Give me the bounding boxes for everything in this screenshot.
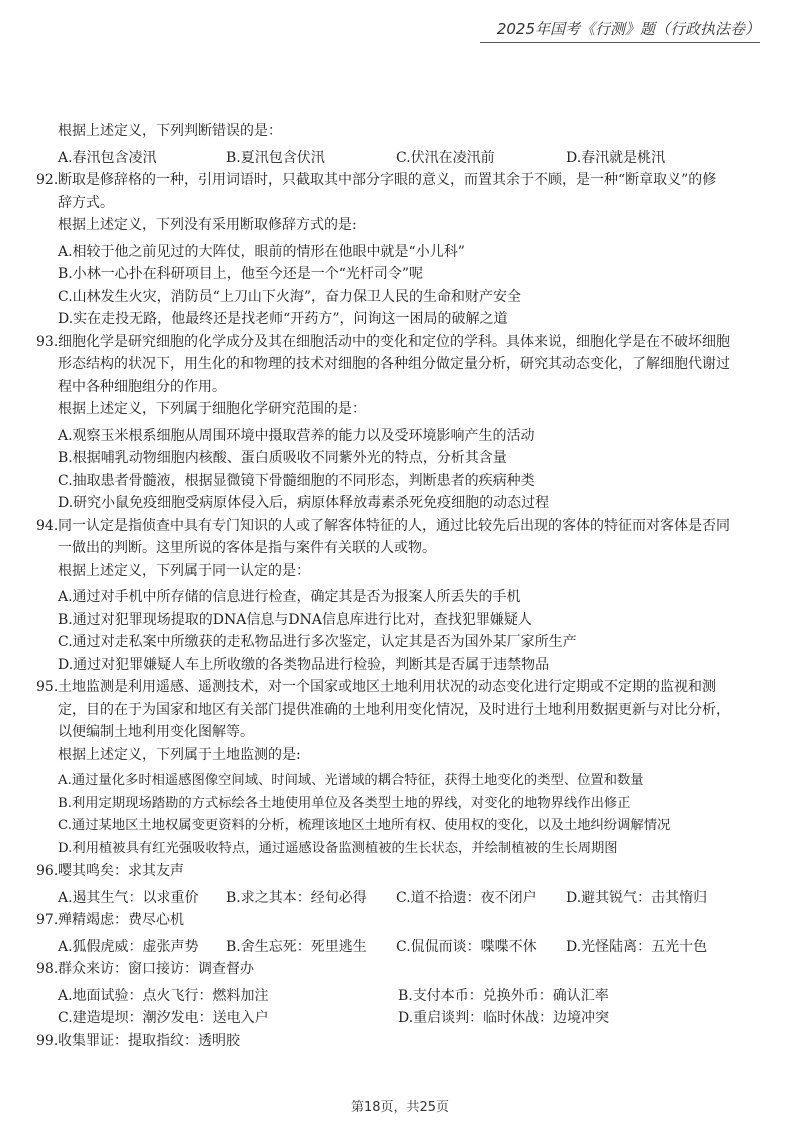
option-a: A.通过对手机中所存储的信息进行检查，确定其是否为报案人所丢失的手机 xyxy=(58,589,521,605)
stem-text: 收集罪证：提取指纹：透明胶 xyxy=(58,1032,240,1049)
question-number: 92. xyxy=(36,172,59,188)
stem-text: 群众来访：窗口接访：调查督办 xyxy=(58,961,254,977)
question-98-stem xyxy=(36,958,766,981)
question-number: 98. xyxy=(36,961,59,977)
question-97-stem xyxy=(36,909,766,932)
option-a: A.通过量化多时相遥感图像空间域、时间域、光谱域的耦合特征，获得土地变化的类型、位置和数量 xyxy=(58,773,644,788)
stem-text: 一做出的判断。这里所说的客体是指与案件有关联的人或物。 xyxy=(58,540,436,556)
option-a: A.观察玉米根系细胞从周围环境中摄取营养的能力以及受环境影响产生的活动 xyxy=(58,427,535,444)
option-d: D.实在走投无路，他最终还是找老师“开药方”，问询这一困局的破解之道 xyxy=(58,311,508,327)
question-number: 97. xyxy=(36,912,59,928)
question-95-prompt: 根据上述定义，下列属于土地监测的是: xyxy=(58,746,301,763)
option-b: B.利用定期现场踏勘的方式标绘各土地使用单位及各类型土地的界线，对变化的地物界线作出修正 xyxy=(58,795,631,811)
question-93-stem xyxy=(36,331,766,354)
stem-text: 嘤其鸣矣：求其友声 xyxy=(58,863,184,879)
option-a: A.狐假虎威：虚张声势 xyxy=(58,938,199,955)
question-96-options xyxy=(36,887,766,910)
question-91-options xyxy=(36,147,766,170)
option-b: B.舍生忘死：死里逃生 xyxy=(226,938,367,955)
stem-text: 形态结构的状况下，用生化的和物理的技术对细胞的各种组分做定量分析，研究其动态变化，了解细胞代谢过 xyxy=(58,356,730,372)
question-number: 95. xyxy=(36,679,59,695)
question-92-prompt: 根据上述定义，下列没有采用断取修辞方式的是: xyxy=(58,217,357,233)
stem-text: 以便编制土地利用变化图解等。 xyxy=(58,724,254,740)
option-d: D.光怪陆离：五光十色 xyxy=(566,938,708,955)
option-c: C.山林发生火灾，消防员“上刀山下火海”，奋力保卫人民的生命和财产安全 xyxy=(58,288,521,305)
option-b: B.通过对犯罪现场提取的DNA信息与DNA信息库进行比对，查找犯罪嫌疑人 xyxy=(58,611,532,628)
option-a: A.相较于他之前见过的大阵仗，眼前的情形在他眼中就是“小儿科” xyxy=(58,243,465,260)
option-a: A.地面试验：点火飞行：燃料加注 xyxy=(58,987,269,1004)
question-number: 93. xyxy=(36,333,59,350)
page-content xyxy=(36,120,766,1052)
question-number: 99. xyxy=(36,1032,59,1049)
option-b: B.根据哺乳动物细胞内核酸、蛋白质吸收不同紫外光的特点，分析其含量 xyxy=(58,450,507,466)
question-99-stem xyxy=(36,1030,766,1053)
stem-text: 细胞化学是研究细胞的化学成分及其在细胞活动中的变化和定位的学科。具体来说，细胞化学是在不破坏细胞 xyxy=(58,333,730,350)
question-94-prompt: 根据上述定义，下列属于同一认定的是： xyxy=(58,562,310,579)
option-d: D.通过对犯罪嫌疑人车上所收缴的各类物品进行检验，判断其是否属于违禁物品 xyxy=(58,656,550,673)
option-a: A.春汛包含凌汛 xyxy=(58,149,157,166)
option-c: C.道不拾遗：夜不闭户 xyxy=(396,889,537,906)
option-c: C.侃侃而谈：喋喋不休 xyxy=(396,938,537,955)
stem-text: 定，目的在于为国家和地区有关部门提供准确的土地利用变化情况，及时进行土地利用数据更新与对比分析， xyxy=(58,701,730,718)
stem-text: 辞方式。 xyxy=(58,194,114,211)
page-header: 2025年国考《行测》题（行政执法卷） xyxy=(480,18,760,43)
stem-text: 断取是修辞格的一种，引用词语时，只截取其中部分字眼的意义，而置其余于不顾，是一种“断章取义”的修 xyxy=(58,172,717,188)
question-number: 96. xyxy=(36,863,59,879)
option-b: B.小林一心扑在科研项目上，他至今还是一个“光杆司令”呢 xyxy=(58,266,424,282)
stem-text: 土地监测是利用遥感、遥测技术，对一个国家或地区土地利用状况的动态变化进行定期或不定期的监视和测 xyxy=(58,679,716,695)
stem-text: 同一认定是指侦查中具有专门知识的人或了解客体特征的人，通过比较先后出现的客体的特征而对客体是否同 xyxy=(58,517,730,534)
page-footer: 第18页，共25页 xyxy=(350,1100,450,1115)
option-d: D.利用植被具有红光强吸收特点，通过遥感设备监测植被的生长状态，并绘制植被的生长周期图 xyxy=(58,840,618,856)
option-c: C.通过某地区土地权属变更资料的分析，梳理该地区土地所有权、使用权的变化，以及土地纠纷调解情况 xyxy=(58,818,671,833)
option-b: B.求之其本：经旬必得 xyxy=(226,889,367,906)
stem-text: 程中各种细胞组分的作用。 xyxy=(58,378,226,395)
question-95-stem xyxy=(36,676,766,699)
option-c: C.伏汛在凌汛前 xyxy=(396,149,495,166)
option-b: B.支付本币：兑换外币：确认汇率 xyxy=(398,987,609,1004)
option-c: C.通过对走私案中所缴获的走私物品进行多次鉴定，认定其是否为国外某厂家所生产 xyxy=(58,634,577,650)
option-a: A.遏其生气：以求重价 xyxy=(58,889,199,906)
question-94-stem xyxy=(36,515,766,538)
question-98-options xyxy=(36,985,766,1030)
question-93-prompt: 根据上述定义，下列属于细胞化学研究范围的是： xyxy=(58,401,366,417)
question-96-stem xyxy=(36,860,766,883)
option-c: C.建造堤坝：潮汐发电：送电入户 xyxy=(58,1010,269,1026)
question-91-prompt: 根据上述定义，下列判断错误的是： xyxy=(58,123,282,139)
question-number: 94. xyxy=(36,517,59,534)
option-c: C.抽取患者骨髓液，根据显微镜下骨髓细胞的不同形态，判断患者的疾病种类 xyxy=(58,472,535,489)
question-97-options xyxy=(36,936,766,959)
option-d: D.重启谈判：临时休战：边境冲突 xyxy=(398,1010,610,1026)
option-d: D.避其锐气：击其惰归 xyxy=(566,889,708,906)
stem-text: 殚精竭虑：费尽心机 xyxy=(58,912,184,928)
option-d: D.研究小鼠免疫细胞受病原体侵入后，病原体释放毒素杀死免疫细胞的动态过程 xyxy=(58,495,550,511)
option-d: D.春汛就是桃汛 xyxy=(566,149,666,166)
option-b: B.夏汛包含伏汛 xyxy=(226,149,325,166)
question-92-stem xyxy=(36,169,766,192)
